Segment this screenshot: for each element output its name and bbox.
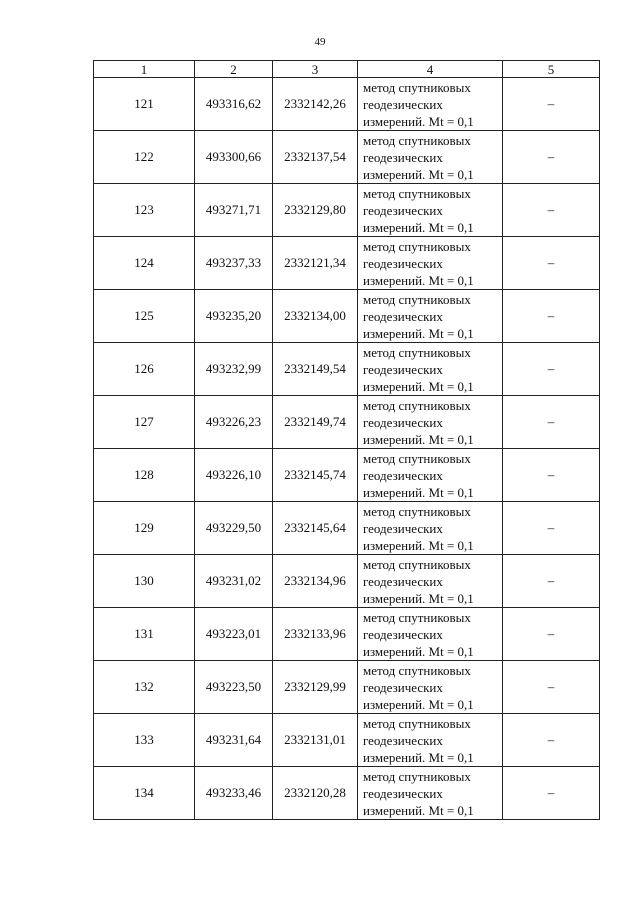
table-row (94, 449, 600, 502)
note-cell: – (503, 78, 600, 131)
page-number: 49 (314, 36, 326, 48)
x-coordinate-cell: 493235,20 (195, 290, 273, 343)
method-line: измерений. Mt = 0,1 (363, 590, 474, 606)
note-cell: – (503, 502, 600, 555)
x-coordinate-cell: 493231,02 (195, 555, 273, 608)
method-cell (358, 661, 503, 714)
method-line: измерений. Mt = 0,1 (363, 219, 474, 235)
x-coordinate-cell: 493223,01 (195, 608, 273, 661)
method-line: метод спутниковых (363, 79, 471, 95)
x-coordinate-cell: 493237,33 (195, 237, 273, 290)
method-cell (358, 555, 503, 608)
table-row (94, 396, 600, 449)
y-coordinate-cell: 2332149,54 (273, 343, 358, 396)
y-coordinate-cell: 2332133,96 (273, 608, 358, 661)
note-cell: – (503, 237, 600, 290)
point-number-cell: 131 (94, 608, 195, 661)
method-line: геодезических (363, 202, 443, 218)
table-row (94, 78, 600, 131)
note-cell: – (503, 449, 600, 502)
table-row (94, 502, 600, 555)
x-coordinate-cell: 493316,62 (195, 78, 273, 131)
method-line: измерений. Mt = 0,1 (363, 802, 474, 818)
table-row (94, 661, 600, 714)
y-coordinate-cell: 2332142,26 (273, 78, 358, 131)
method-line: измерений. Mt = 0,1 (363, 113, 474, 129)
method-line: измерений. Mt = 0,1 (363, 431, 474, 447)
x-coordinate-cell: 493232,99 (195, 343, 273, 396)
method-line: геодезических (363, 520, 443, 536)
method-line: метод спутниковых (363, 132, 471, 148)
method-line: измерений. Mt = 0,1 (363, 537, 474, 553)
method-line: геодезических (363, 732, 443, 748)
method-line: измерений. Mt = 0,1 (363, 166, 474, 182)
x-coordinate-cell: 493231,64 (195, 714, 273, 767)
method-line: геодезических (363, 361, 443, 377)
point-number-cell: 126 (94, 343, 195, 396)
method-line: геодезических (363, 308, 443, 324)
point-number-cell: 123 (94, 184, 195, 237)
method-line: метод спутниковых (363, 768, 471, 784)
point-number-cell: 122 (94, 131, 195, 184)
method-line: геодезических (363, 96, 443, 112)
column-header-3: 3 (273, 61, 358, 78)
method-cell (358, 449, 503, 502)
method-cell (358, 767, 503, 820)
table-row (94, 343, 600, 396)
coordinates-table (93, 60, 600, 820)
table-row (94, 608, 600, 661)
method-line: измерений. Mt = 0,1 (363, 378, 474, 394)
note-cell: – (503, 396, 600, 449)
method-line: геодезических (363, 149, 443, 165)
method-line: метод спутниковых (363, 185, 471, 201)
method-cell (358, 78, 503, 131)
method-line: метод спутниковых (363, 503, 471, 519)
table-row (94, 767, 600, 820)
table-row (94, 237, 600, 290)
table-row (94, 131, 600, 184)
method-line: геодезических (363, 467, 443, 483)
method-line: измерений. Mt = 0,1 (363, 484, 474, 500)
point-number-cell: 124 (94, 237, 195, 290)
method-cell (358, 343, 503, 396)
point-number-cell: 125 (94, 290, 195, 343)
y-coordinate-cell: 2332120,28 (273, 767, 358, 820)
x-coordinate-cell: 493229,50 (195, 502, 273, 555)
method-cell (358, 502, 503, 555)
method-line: метод спутниковых (363, 715, 471, 731)
method-cell (358, 184, 503, 237)
y-coordinate-cell: 2332145,74 (273, 449, 358, 502)
point-number-cell: 121 (94, 78, 195, 131)
method-cell (358, 396, 503, 449)
table-row (94, 290, 600, 343)
note-cell: – (503, 184, 600, 237)
x-coordinate-cell: 493300,66 (195, 131, 273, 184)
x-coordinate-cell: 493226,23 (195, 396, 273, 449)
method-line: геодезических (363, 414, 443, 430)
y-coordinate-cell: 2332131,01 (273, 714, 358, 767)
method-cell (358, 290, 503, 343)
method-line: измерений. Mt = 0,1 (363, 643, 474, 659)
method-cell (358, 237, 503, 290)
point-number-cell: 127 (94, 396, 195, 449)
column-header-4: 4 (358, 61, 503, 78)
y-coordinate-cell: 2332129,80 (273, 184, 358, 237)
note-cell: – (503, 608, 600, 661)
y-coordinate-cell: 2332129,99 (273, 661, 358, 714)
method-line: метод спутниковых (363, 556, 471, 572)
method-line: геодезических (363, 573, 443, 589)
y-coordinate-cell: 2332145,64 (273, 502, 358, 555)
x-coordinate-cell: 493271,71 (195, 184, 273, 237)
method-line: измерений. Mt = 0,1 (363, 272, 474, 288)
method-line: метод спутниковых (363, 609, 471, 625)
method-cell (358, 131, 503, 184)
column-header-2: 2 (195, 61, 273, 78)
x-coordinate-cell: 493226,10 (195, 449, 273, 502)
method-line: геодезических (363, 679, 443, 695)
method-line: метод спутниковых (363, 291, 471, 307)
note-cell: – (503, 555, 600, 608)
method-line: геодезических (363, 255, 443, 271)
method-line: измерений. Mt = 0,1 (363, 325, 474, 341)
method-cell (358, 608, 503, 661)
x-coordinate-cell: 493223,50 (195, 661, 273, 714)
x-coordinate-cell: 493233,46 (195, 767, 273, 820)
note-cell: – (503, 343, 600, 396)
method-line: геодезических (363, 785, 443, 801)
y-coordinate-cell: 2332121,34 (273, 237, 358, 290)
note-cell: – (503, 290, 600, 343)
point-number-cell: 130 (94, 555, 195, 608)
point-number-cell: 132 (94, 661, 195, 714)
table-body (94, 78, 600, 820)
y-coordinate-cell: 2332134,00 (273, 290, 358, 343)
table-row (94, 714, 600, 767)
table-row (94, 555, 600, 608)
y-coordinate-cell: 2332149,74 (273, 396, 358, 449)
y-coordinate-cell: 2332134,96 (273, 555, 358, 608)
method-cell (358, 714, 503, 767)
method-line: измерений. Mt = 0,1 (363, 696, 474, 712)
column-header-1: 1 (94, 61, 195, 78)
point-number-cell: 128 (94, 449, 195, 502)
table-row (94, 184, 600, 237)
note-cell: – (503, 131, 600, 184)
column-header-5: 5 (503, 61, 600, 78)
note-cell: – (503, 767, 600, 820)
method-line: измерений. Mt = 0,1 (363, 749, 474, 765)
method-line: метод спутниковых (363, 238, 471, 254)
method-line: метод спутниковых (363, 397, 471, 413)
method-line: метод спутниковых (363, 344, 471, 360)
note-cell: – (503, 714, 600, 767)
point-number-cell: 133 (94, 714, 195, 767)
method-line: метод спутниковых (363, 662, 471, 678)
method-line: геодезических (363, 626, 443, 642)
method-line: метод спутниковых (363, 450, 471, 466)
y-coordinate-cell: 2332137,54 (273, 131, 358, 184)
point-number-cell: 134 (94, 767, 195, 820)
point-number-cell: 129 (94, 502, 195, 555)
note-cell: – (503, 661, 600, 714)
table-header-row (94, 61, 600, 78)
